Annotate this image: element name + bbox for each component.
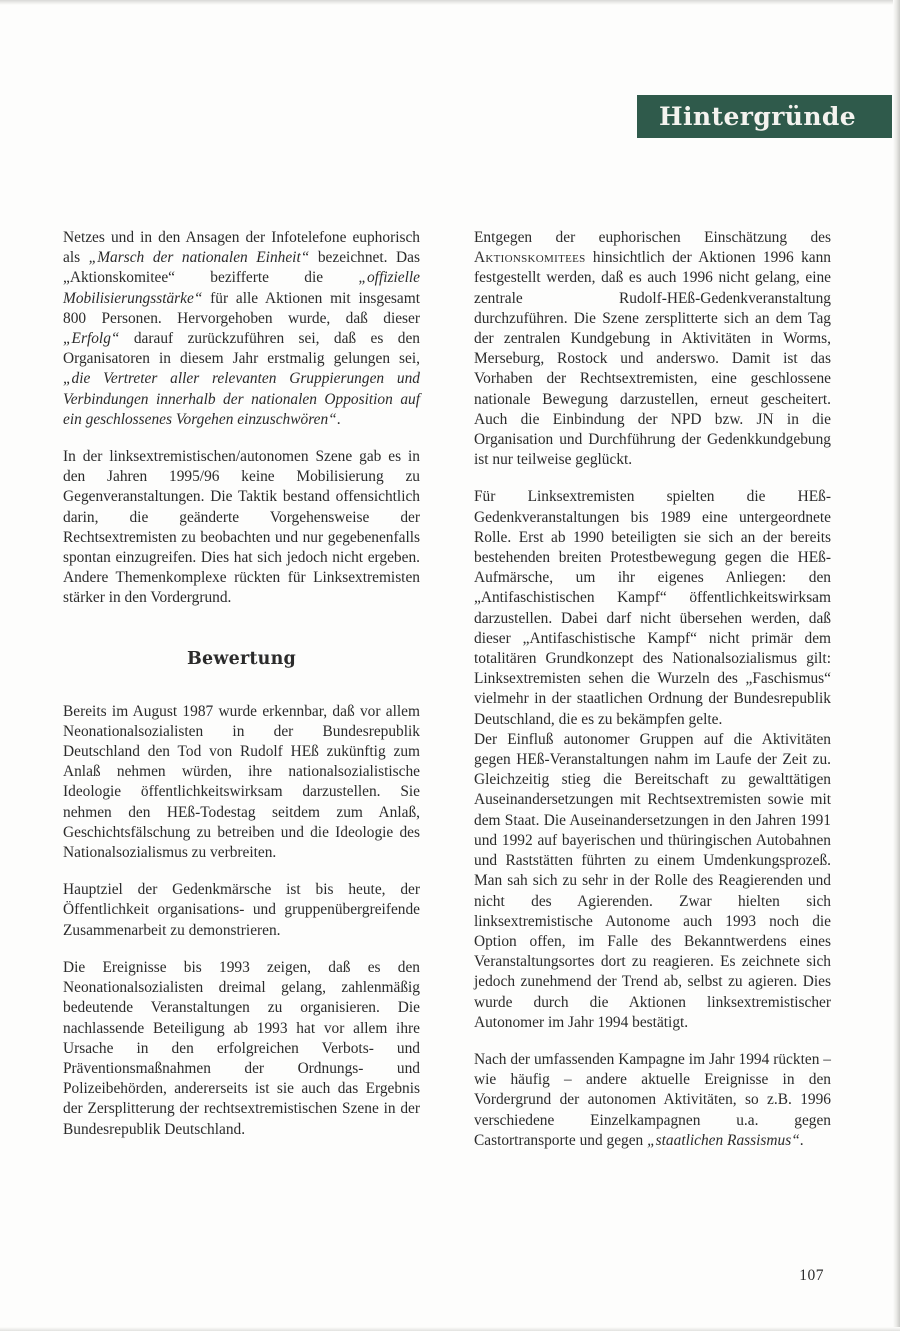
scan-edge-right	[893, 0, 900, 1331]
text-run: .	[799, 1131, 804, 1149]
paragraph: In der linksextremistischen/autonomen Szene gab es in den Jahren 1995/96 keine Mobilisierung zu Gegenveranstaltungen. Die Taktik bestand offensichtlich darin, die geänderte Vorgehensweise der Rechtsextremisten zu beobachten und nur gegebenenfalls spontan einzugreifen. Dies hat sich jedoch nicht ergeben. Andere Themenkomplexe rückten für Linksextremisten stärker in den Vordergrund.	[63, 448, 420, 607]
text-run: für alle Aktionen mit insgesamt 800 Personen. Hervorgehoben wurde, daß dieser	[63, 289, 420, 327]
paragraph	[474, 1050, 831, 1151]
paragraph	[63, 228, 420, 430]
paragraph	[474, 228, 831, 470]
left-column	[63, 228, 420, 1151]
text-run: Nach der umfassenden Kampagne im Jahr 1994 rückten – wie häufig – andere aktuelle Ereignisse in den Vordergrund der autonomen Aktivitäten, so z.B. 1996 verschiedene Einzelkampagnen u.a. gegen Castortransporte und gegen	[474, 1050, 831, 1149]
body-columns	[63, 228, 831, 1151]
paragraph: Bereits im August 1987 wurde erkennbar, daß vor allem Neonationalsozialisten in der Bundesrepublik Deutschland den Tod von Rudolf HEß zukünftig zum Anlaß nehmen würden, ihre nationalsozialistische Ideologie öffentlichkeitswirksam darzustellen. Sie nehmen den HEß-Todestag seitdem zum Anlaß, Geschichtsfälschung zu betreiben und die Ideologie des Nationalsozialismus zu verbreiten.	[63, 702, 420, 862]
running-head-banner	[637, 95, 892, 138]
paragraph: Hauptziel der Gedenkmärsche ist bis heute, der Öffentlichkeit organisations- und gruppenübergreifende Zusammenarbeit zu demonstrieren.	[63, 881, 420, 939]
italic-quote: „Erfolg“	[63, 330, 120, 348]
paragraph: Die Ereignisse bis 1993 zeigen, daß es den Neonationalsozialisten dreimal gelang, zahlenmäßig bedeutende Veranstaltungen zu organisieren. Die nachlassende Beteiligung ab 1993 hat vor allem ihre Ursache in den erfolgreichen Verbots- und Präventionsmaßnahmen der Ordnungs- und Polizeibehörden, andererseits ist sie auch das Ergebnis der Zersplitterung der rechtsextremistischen Szene in der Bundesrepublik Deutschland.	[63, 958, 420, 1138]
text-run: .	[336, 410, 341, 428]
text-run: Entgegen der euphorischen Einschätzung des	[474, 229, 831, 246]
scan-edge-bottom	[0, 1327, 900, 1331]
small-caps-name: Aktionskomitees	[474, 249, 586, 267]
text-run: darauf zurückzuführen sei, daß es den Organisatoren in diesem Jahr erstmalig gelungen sei,	[63, 330, 420, 368]
running-head-title: Hintergründe	[659, 102, 857, 131]
italic-quote: „die Vertreter aller relevanten Gruppierungen und Verbindungen innerhalb der nationalen Opposition auf ein geschlossenes Vorgehen einzuschwören“	[63, 370, 420, 428]
text-run: Netzes und in den Ansagen der Infotelefone euphorisch als	[63, 229, 420, 267]
paragraph: Für Linksextremisten spielten die HEß-Gedenkveranstaltungen bis 1989 eine untergeordnete Rolle. Erst ab 1990 beteiligten sie sich an der bereits bestehenden breiten Protestbewegung gegen die HEß-Aufmärsche, um ihr eigenes Anliegen: den „Antifaschistischen Kampf“ öffentlichkeitswirksam darzustellen. Dabei darf nicht übersehen werden, daß dieser „Antifaschistische Kampf“ nicht primär dem totalitären Grundkonzept des Nationalsozialismus gilt: Linksextremisten sehen die Wurzeln des „Faschismus“ vielmehr in der staatlichen Ordnung der Bundesrepublik Deutschland, die es zu bekämpfen gelte.	[474, 488, 831, 728]
scan-edge-top	[0, 0, 900, 5]
paragraph: Der Einfluß autonomer Gruppen auf die Aktivitäten gegen HEß-Veranstaltungen nahm im Laufe der Zeit zu. Gleichzeitig stieg die Bereitschaft zu gewalttätigen Auseinandersetzungen mit Rechtsextremisten sowie mit dem Staat. Die Auseinandersetzungen in den Jahren 1991 und 1992 auf bayerischen und thüringischen Autobahnen und Raststätten führten zu einem Umdenkungsprozeß. Man sah sich zu sehr in der Rolle des Reagierenden und nicht des Agierenden. Zwar hielten sich linksextremistische Autonome auch 1993 noch die Option offen, im Falle des Bekanntwerdens eines Veranstaltungsortes dort zu reagieren. Es zeichnete sich jedoch zunehmend der Trend ab, selbst zu agieren. Dies wurde durch die Aktionen linksextremistischer Autonomer im Jahr 1994 bestätigt.	[474, 730, 831, 1031]
text-run: bezeichnet. Das „Aktionskomitee“ bezifferte die	[63, 249, 420, 287]
italic-quote: „offizielle Mobilisierungsstärke“	[63, 269, 420, 307]
italic-quote: „staatlichen Rassismus“	[647, 1131, 800, 1149]
italic-quote: „Marsch der nationalen Einheit“	[88, 249, 310, 267]
section-heading-bewertung: Bewertung	[187, 648, 296, 669]
text-run: hinsichtlich der Aktionen 1996 kann festgestellt werden, daß es auch 1996 nicht gelang, eine zentrale Rudolf-HEß-Gedenkveranstaltung durchzuführen. Die Szene zersplitterte sich an dem Tag der zentralen Kundgebung in Aktivitäten in Worms, Merseburg, Rostock und anderswo. Damit ist das Vorhaben der Rechtsextremisten, eine geschlossene nationale Bewegung darzustellen, erneut gescheitert. Auch die Einbindung der NPD bzw. JN in die Organisation und Durchführung der Gedenkkundgebung ist nur teilweise geglückt.	[474, 249, 831, 469]
right-column	[474, 228, 831, 1151]
page-number: 107	[799, 1267, 824, 1284]
